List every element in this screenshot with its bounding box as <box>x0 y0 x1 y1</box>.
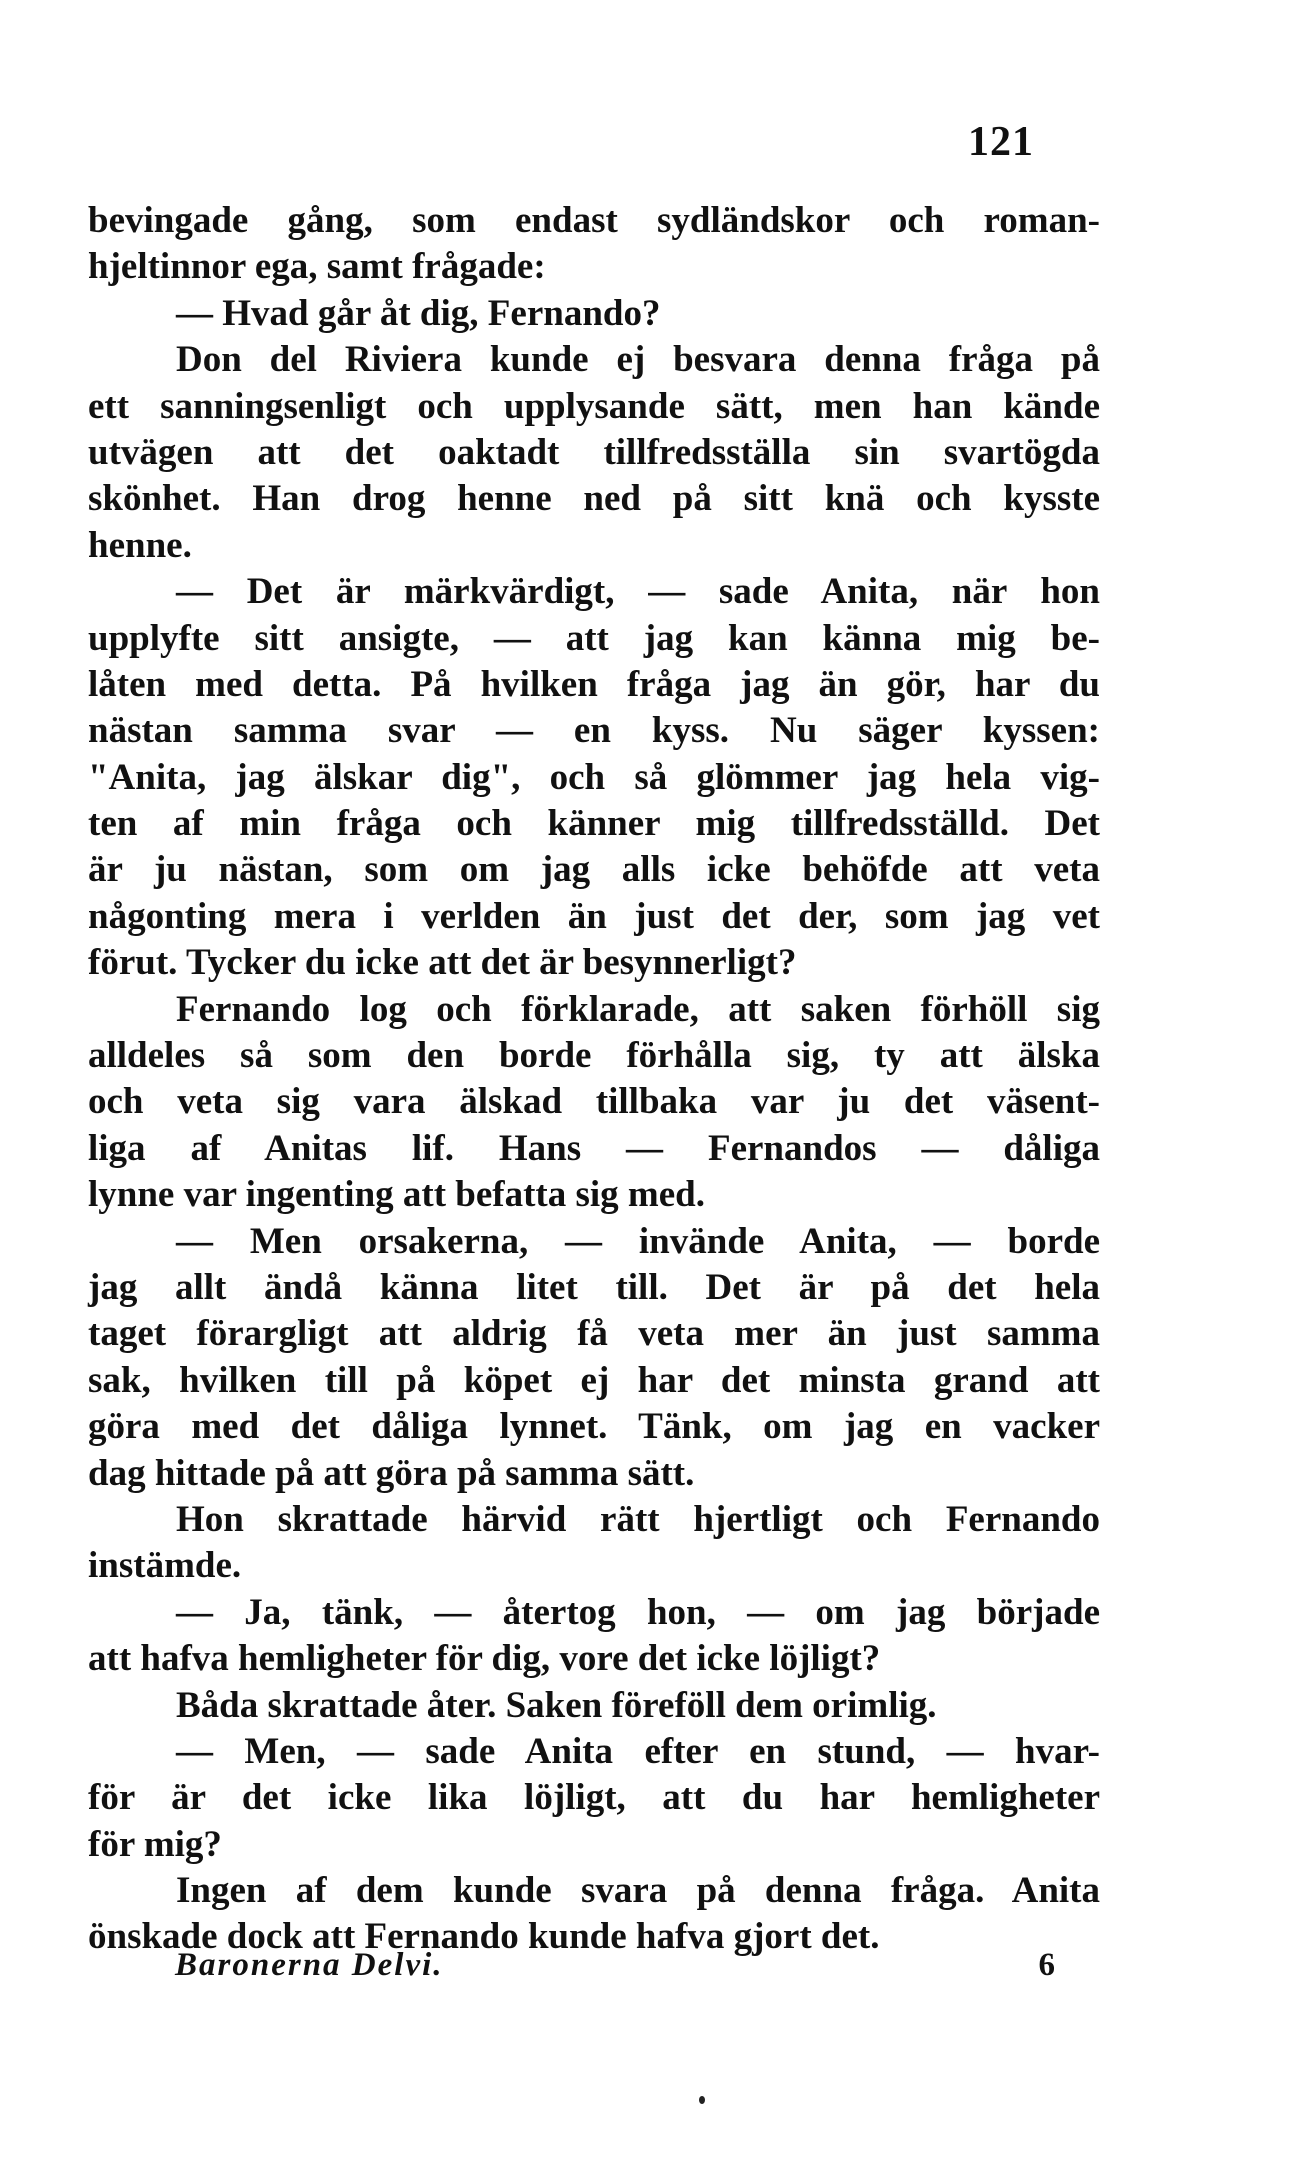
text-line: liga af Anitas lif. Hans — Fernandos — dåliga <box>88 1127 1100 1169</box>
text-line: för mig? <box>88 1823 222 1865</box>
body-text <box>88 198 1100 1961</box>
text-line: "Anita, jag älskar dig", och så glömmer jag hela vig- <box>88 756 1100 798</box>
text-line: dag hittade på att göra på samma sätt. <box>88 1452 695 1494</box>
text-line: låten med detta. På hvilken fråga jag än gör, har du <box>88 663 1100 705</box>
text-line: är ju nästan, som om jag alls icke behöfde att veta <box>88 849 1100 891</box>
text-line: henne. <box>88 524 192 566</box>
text-line: bevingade gång, som endast sydländskor och roman- <box>88 200 1100 241</box>
printer-signature: Baronerna Delvi. <box>175 1947 444 1983</box>
text-line: upplyfte sitt ansigte, — att jag kan känna mig be- <box>88 617 1100 659</box>
text-line: instämde. <box>88 1545 242 1587</box>
text-line: lynne var ingenting att befatta sig med. <box>88 1174 706 1216</box>
text-line: någonting mera i verlden än just det der, som jag vet <box>88 895 1100 937</box>
page-number: 121 <box>968 119 1034 165</box>
text-line: — Det är märkvärdigt, — sade Anita, när hon <box>176 571 1100 613</box>
text-line: Ingen af dem kunde svara på denna fråga. Anita <box>176 1870 1100 1912</box>
text-line: ett sanningsenligt och upplysande sätt, men han kände <box>88 385 1100 427</box>
text-line: Båda skrattade åter. Saken föreföll dem orimlig. <box>176 1684 937 1726</box>
text-line: förut. Tycker du icke att det är besynnerligt? <box>88 942 797 984</box>
text-line: jag allt ändå känna litet till. Det är på det hela <box>88 1266 1100 1308</box>
text-line: att hafva hemligheter för dig, vore det icke löjligt? <box>88 1638 881 1680</box>
text-line: — Ja, tänk, — återtog hon, — om jag började <box>176 1591 1100 1633</box>
text-line: ten af min fråga och känner mig tillfredsställd. Det <box>88 803 1100 845</box>
text-line: — Hvad går åt dig, Fernando? <box>176 292 661 334</box>
text-line: taget förargligt att aldrig få veta mer än just samma <box>88 1313 1100 1355</box>
text-line: Don del Riviera kunde ej besvara denna fråga på <box>176 339 1100 381</box>
text-line: Hon skrattade härvid rätt hjertligt och Fernando <box>176 1498 1100 1540</box>
text-line: Fernando log och förklarade, att saken förhöll sig <box>176 988 1100 1030</box>
print-speck <box>699 2096 705 2104</box>
page-footer <box>175 1947 1055 1993</box>
text-line: hjeltinnor ega, samt frågade: <box>88 246 546 288</box>
sheet-number: 6 <box>1038 1947 1055 1983</box>
text-line: önskade dock att Fernando kunde hafva gjort det. <box>88 1916 880 1958</box>
text-line: och veta sig vara älskad tillbaka var ju det väsent- <box>88 1081 1100 1123</box>
text-line: nästan samma svar — en kyss. Nu säger kyssen: <box>88 710 1100 752</box>
text-line: utvägen att det oaktadt tillfredsställa sin svartögda <box>88 431 1100 473</box>
text-line: alldeles så som den borde förhålla sig, ty att älska <box>88 1035 1100 1077</box>
text-line: göra med det dåliga lynnet. Tänk, om jag en vacker <box>88 1406 1100 1448</box>
text-line: för är det icke lika löjligt, att du har hemligheter <box>88 1777 1100 1819</box>
text-line: sak, hvilken till på köpet ej har det minsta grand att <box>88 1359 1100 1401</box>
text-line: skönhet. Han drog henne ned på sitt knä och kysste <box>88 478 1100 520</box>
text-line: — Men orsakerna, — invände Anita, — borde <box>176 1220 1100 1262</box>
text-line: — Men, — sade Anita efter en stund, — hvar- <box>176 1730 1100 1772</box>
